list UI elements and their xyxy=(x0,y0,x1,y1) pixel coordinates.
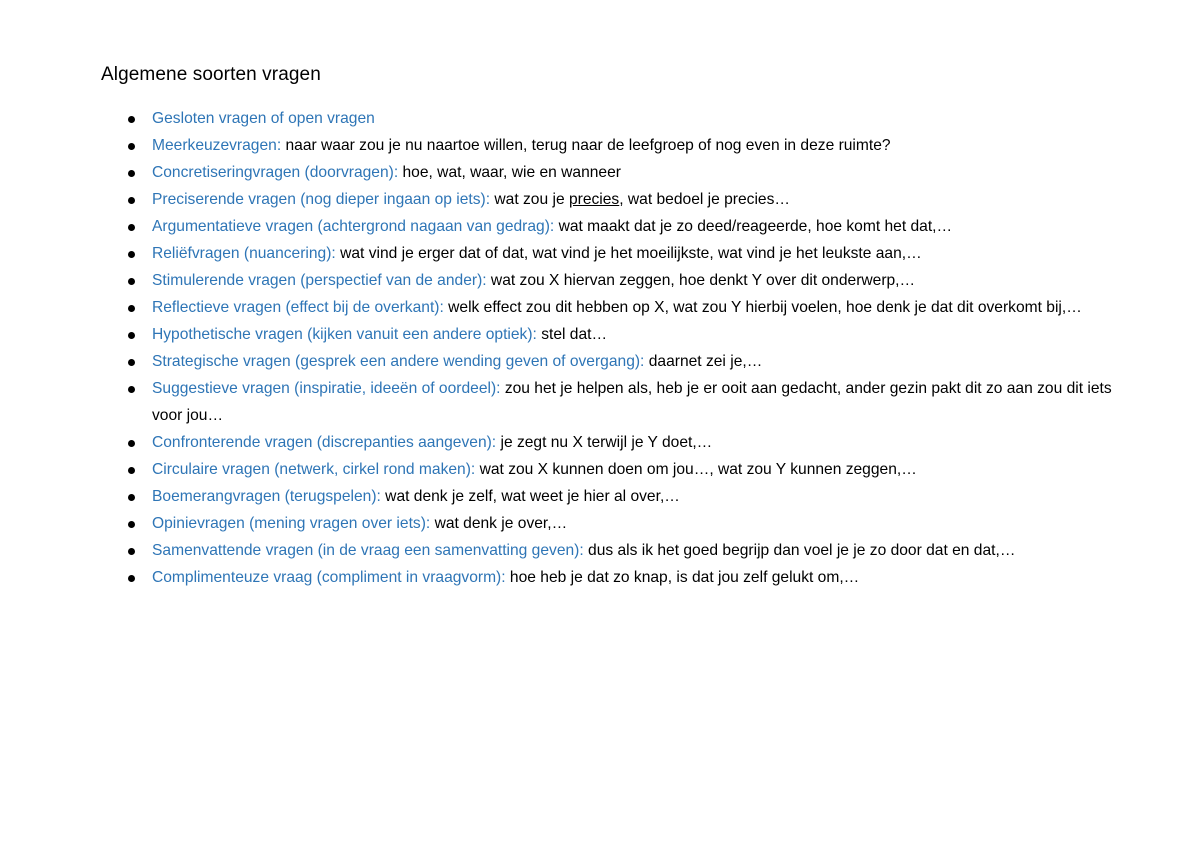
bullet-icon xyxy=(128,170,135,177)
question-type-term: Confronterende vragen (discrepanties aangeven): xyxy=(152,434,497,451)
question-type-example: wat maakt dat je zo deed/reageerde, hoe komt het dat,… xyxy=(554,218,953,235)
question-type-example: naar waar zou je nu naartoe willen, terug naar de leefgroep of nog even in deze ruimte? xyxy=(281,137,891,154)
bullet-icon xyxy=(128,251,135,258)
list-item xyxy=(0,159,1117,186)
bullet-icon xyxy=(128,548,135,555)
list-item xyxy=(0,267,1117,294)
page-title: Algemene soorten vragen xyxy=(101,64,321,85)
question-type-term: Concretiseringvragen (doorvragen): xyxy=(152,164,399,181)
question-type-term: Strategische vragen (gesprek een andere wending geven of overgang): xyxy=(152,353,645,370)
list-item xyxy=(0,186,1117,213)
question-type-example-start: wat zou je xyxy=(490,191,569,208)
question-types-list xyxy=(0,105,1150,591)
list-item xyxy=(0,537,1117,564)
question-type-term: Circulaire vragen (netwerk, cirkel rond maken): xyxy=(152,461,476,478)
list-item xyxy=(0,564,1117,591)
question-type-term: Boemerangvragen (terugspelen): xyxy=(152,488,381,505)
question-type-example: zou het je helpen als, heb je er ooit aan gedacht, ander gezin pakt dit zo aan zou dit iets voor jou… xyxy=(152,380,1112,424)
bullet-icon xyxy=(128,521,135,528)
list-item xyxy=(0,294,1117,321)
bullet-icon xyxy=(128,305,135,312)
question-type-term: Gesloten vragen of open vragen xyxy=(152,110,375,127)
question-type-term: Reliëfvragen (nuancering): xyxy=(152,245,336,262)
question-type-example: dus als ik het goed begrijp dan voel je je zo door dat en dat,… xyxy=(583,542,1016,559)
list-item xyxy=(0,105,1117,132)
question-type-term: Reflectieve vragen (effect bij de overkant): xyxy=(152,299,444,316)
question-type-example: welk effect zou dit hebben op X, wat zou Y hierbij voelen, hoe denk je dat dit overkomt bij,… xyxy=(443,299,1082,316)
bullet-icon xyxy=(128,224,135,231)
question-type-term: Stimulerende vragen (perspectief van de ander): xyxy=(152,272,487,289)
bullet-icon xyxy=(128,494,135,501)
question-type-term: Complimenteuze vraag (compliment in vraagvorm): xyxy=(152,569,506,586)
question-type-term: Suggestieve vragen (inspiratie, ideeën of oordeel): xyxy=(152,380,501,397)
question-type-example: hoe, wat, waar, wie en wanneer xyxy=(398,164,621,181)
bullet-icon xyxy=(128,359,135,366)
list-item xyxy=(0,321,1117,348)
bullet-icon xyxy=(128,467,135,474)
question-type-example-end: , wat bedoel je precies… xyxy=(619,191,790,208)
question-type-example: wat zou X hiervan zeggen, hoe denkt Y over dit onderwerp,… xyxy=(486,272,916,289)
bullet-icon xyxy=(128,575,135,582)
list-item xyxy=(0,510,1117,537)
question-type-term: Preciserende vragen (nog dieper ingaan op iets): xyxy=(152,191,491,208)
bullet-icon xyxy=(128,116,135,123)
list-item xyxy=(0,348,1117,375)
question-type-example: je zegt nu X terwijl je Y doet,… xyxy=(496,434,713,451)
question-type-example: stel dat… xyxy=(536,326,608,343)
question-type-example: wat denk je zelf, wat weet je hier al over,… xyxy=(380,488,680,505)
list-item xyxy=(0,483,1117,510)
bullet-icon xyxy=(128,197,135,204)
list-item xyxy=(0,132,1117,159)
question-type-example: hoe heb je dat zo knap, is dat jou zelf gelukt om,… xyxy=(505,569,860,586)
list-item xyxy=(0,456,1117,483)
question-type-example: wat zou X kunnen doen om jou…, wat zou Y kunnen zeggen,… xyxy=(475,461,917,478)
bullet-icon xyxy=(128,332,135,339)
list-item xyxy=(0,240,1117,267)
question-type-term: Argumentatieve vragen (achtergrond nagaan van gedrag): xyxy=(152,218,555,235)
bullet-icon xyxy=(128,386,135,393)
bullet-icon xyxy=(128,440,135,447)
question-type-term: Hypothetische vragen (kijken vanuit een andere optiek): xyxy=(152,326,537,343)
question-type-example: daarnet zei je,… xyxy=(644,353,763,370)
list-item xyxy=(0,429,1117,456)
question-type-term: Samenvattende vragen (in de vraag een samenvatting geven): xyxy=(152,542,584,559)
list-item xyxy=(0,213,1117,240)
underlined-word: precies xyxy=(568,191,620,208)
question-type-example: wat denk je over,… xyxy=(430,515,568,532)
list-item xyxy=(0,375,1117,429)
bullet-icon xyxy=(128,143,135,150)
bullet-icon xyxy=(128,278,135,285)
question-type-example: wat vind je erger dat of dat, wat vind je het moeilijkste, wat vind je het leukste aan,… xyxy=(335,245,922,262)
question-type-term: Opinievragen (mening vragen over iets): xyxy=(152,515,431,532)
question-type-term: Meerkeuzevragen: xyxy=(152,137,282,154)
